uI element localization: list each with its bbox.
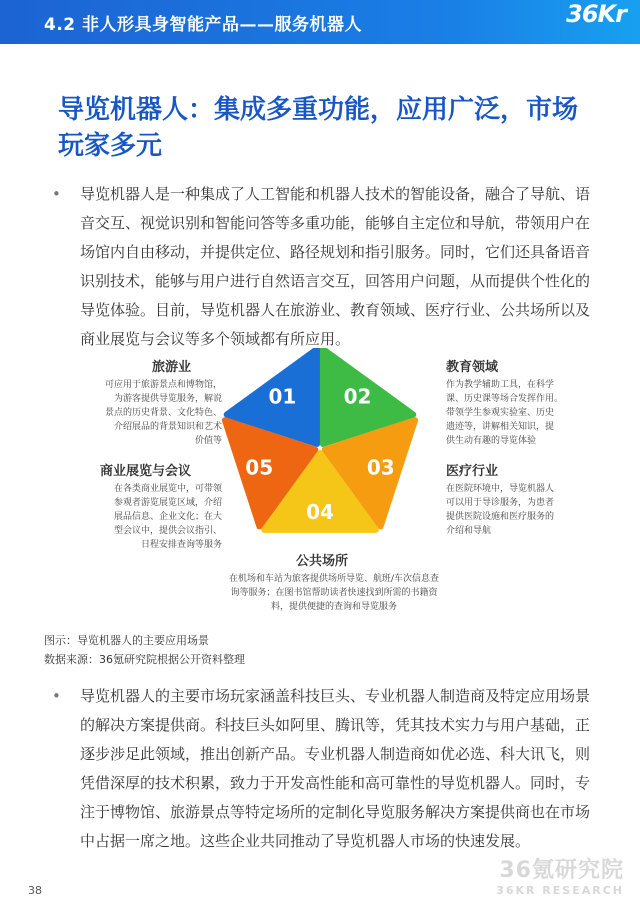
category-desc-exhibition: 在各类商业展览中，可带领 参观者游览展览区域，介绍 展品信息、企业文化；在大 型会议中，提供会议指引、 日程安排查询等服务: [113, 484, 222, 550]
category-title-tourism: 旅游业: [152, 360, 192, 375]
diagram-segment-number: 04: [306, 499, 334, 524]
category-desc-education: 作为教学辅助工具，在科学 课、历史课等场合发挥作用。 带领学生参观实验室、历史 遗迹等，讲解相关知识，提 供生动有趣的导览体验: [446, 380, 564, 446]
page-number: 38: [28, 884, 42, 897]
diagram-segment-number: 03: [366, 455, 395, 480]
diagram-segment-number: 02: [343, 384, 372, 409]
source-caption: 数据来源：36氪研究院根据公开资料整理: [44, 653, 245, 666]
page-title: 导览机器人：集成多重功能，应用广泛，市场玩家多元: [58, 95, 579, 161]
category-desc-medical: 在医院环境中，导览机器人 可以用于导诊服务，为患者 提供医院设施和医疗服务的 介绍和导航: [446, 484, 555, 536]
footer-logo: 36氪研究院 36KR RESEARCH: [496, 858, 624, 897]
bullet-icon: •: [52, 687, 61, 705]
brand-logo: 36Kr: [566, 0, 626, 28]
bullet-icon: •: [52, 185, 61, 203]
paragraph-text: 导览机器人的主要市场玩家涵盖科技巨头、专业机器人制造商及特定应用场景的解决方案提供商。科技巨头如阿里、腾讯等，凭其技术实力与用户基础，正逐步涉足此领域，推出创新产品。专业机器人制造商如优必选、科大讯飞，则凭借深厚的技术积累，致力于开发高性能和高可靠性的导览机器人。同时，专注于博物馆、旅游景点等特定场所的定制化导览服务解决方案提供商也在市场中占据一席之地。这些企业共同推动了导览机器人市场的快速发展。: [80, 687, 591, 850]
diagram-segment-number: 05: [245, 455, 274, 480]
category-title-public: 公共场所: [296, 554, 349, 569]
category-title-medical: 医疗行业: [446, 464, 499, 479]
category-desc-tourism: 可应用于旅游景点和博物馆， 为游客提供导览服务，解说 景点的历史背景、文化特色、 介绍展品的背景知识和艺术 价值等: [104, 380, 222, 446]
category-title-education: 教育领域: [446, 360, 499, 375]
figure-caption: 图示：导览机器人的主要应用场景: [44, 634, 209, 647]
header-bar: [0, 0, 640, 44]
category-title-exhibition: 商业展览与会议: [100, 464, 192, 479]
intro-paragraph: [52, 180, 591, 354]
diagram-segment-number: 01: [268, 384, 297, 409]
paragraph-text: 导览机器人是一种集成了人工智能和机器人技术的智能设备，融合了导航、语音交互、视觉识别和智能问答等多重功能，能够自主定位和导航，带领用户在场馆内自由移动，并提供定位、路径规划和指引服务。同时，它们还具备语音识别技术，能够与用户进行自然语言交互，回答用户问题，从而提供个性化的导览体验。目前，导览机器人在旅游业、教育领域、医疗行业、公共场所以及商业展览与会议等多个领域都有所应用。: [80, 185, 591, 348]
section-title: 4.2 非人形具身智能产品——服务机器人: [44, 15, 363, 35]
category-desc-public: 在机场和车站为旅客提供场所导览、航班/车次信息查 询等服务；在图书馆帮助读者快速找到所需的书籍资 料，提供便捷的查询和导览服务: [228, 574, 440, 612]
market-paragraph: [52, 682, 591, 856]
